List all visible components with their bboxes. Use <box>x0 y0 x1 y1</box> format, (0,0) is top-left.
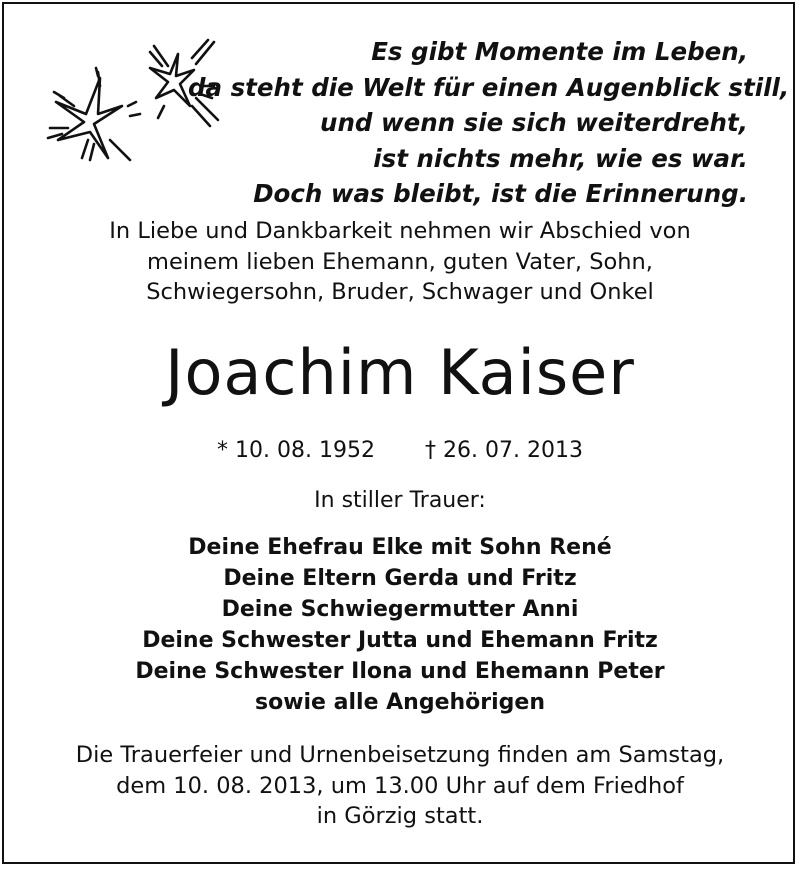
mourner-line: Deine Eltern Gerda und Fritz <box>223 566 577 591</box>
poem-line: Doch was bleibt, ist die Erinnerung. <box>253 179 748 208</box>
service-line: in Görzig statt. <box>316 803 484 829</box>
poem-line: da steht die Welt für einen Augenblick still, <box>188 72 790 102</box>
mourning-heading: In stiller Trauer: <box>314 488 486 513</box>
mourner-line: Deine Schwester Jutta und Ehemann Fritz <box>142 628 658 653</box>
service-line: Die Trauerfeier und Urnenbeisetzung finden am Samstag, <box>75 742 725 768</box>
poem-line: Es gibt Momente im Leben, <box>371 37 748 66</box>
intro-line: meinem lieben Ehemann, guten Vater, Sohn, <box>147 248 653 275</box>
deceased-name: Joachim Kaiser <box>165 336 635 409</box>
service-line: dem 10. 08. 2013, um 13.00 Uhr auf dem Friedhof <box>116 772 684 799</box>
birth-date: * 10. 08. 1952 <box>217 438 375 463</box>
poem-line: ist nichts mehr, wie es war. <box>373 143 748 173</box>
poem <box>188 34 790 212</box>
mourners-list <box>0 532 800 718</box>
service-info <box>0 740 800 832</box>
intro-line: In Liebe und Dankbarkeit nehmen wir Abschied von <box>109 218 691 244</box>
poem-line: und wenn sie sich weiterdreht, <box>320 108 748 137</box>
mourner-line: Deine Ehefrau Elke mit Sohn René <box>188 535 612 560</box>
intro-text <box>0 216 800 308</box>
death-date: † 26. 07. 2013 <box>425 438 583 463</box>
intro-line: Schwiegersohn, Bruder, Schwager und Onkel <box>146 279 654 305</box>
mourner-line: Deine Schwiegermutter Anni <box>221 597 579 622</box>
life-dates <box>0 436 800 466</box>
mourner-line: sowie alle Angehörigen <box>254 690 546 715</box>
mourner-line: Deine Schwester Ilona und Ehemann Peter <box>135 659 665 684</box>
